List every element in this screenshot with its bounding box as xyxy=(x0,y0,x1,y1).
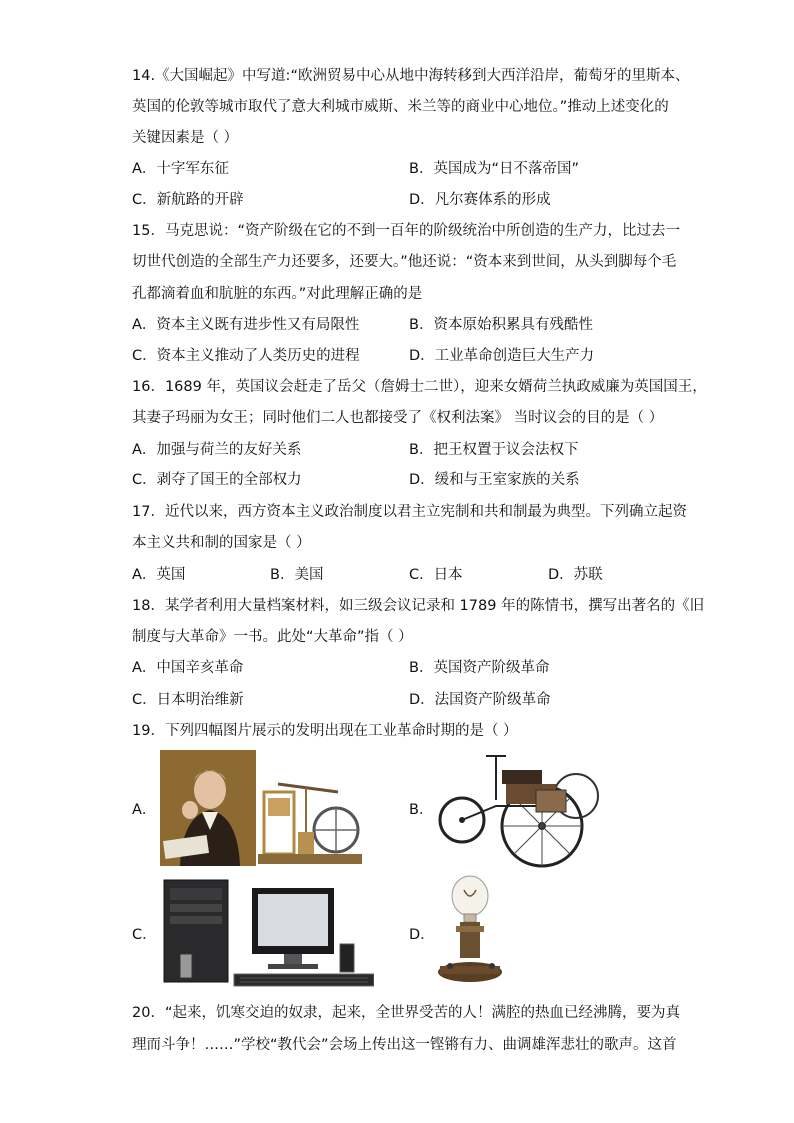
light-bulb-image xyxy=(436,874,516,990)
q15-line-1: 15．马克思说：“资产阶级在它的不到一百年的阶级统治中所创造的生产力，比过去一 xyxy=(132,223,680,239)
q18-line-2: 制度与大革命》一书。此处“大革命”指（ ） xyxy=(132,629,413,645)
q16-line-2: 其妻子玛丽为女王；同时他们二人也都接受了《权利法案》 当时议会的目的是（ ） xyxy=(132,410,664,426)
q14-line-2: 英国的伦敦等城市取代了意大利城市威斯、米兰等的商业中心地位。”推动上述变化的 xyxy=(132,99,669,115)
q15-option-a[interactable]: A．资本主义既有进步性又有局限性 xyxy=(132,317,360,333)
q15-option-d[interactable]: D．工业革命创造巨大生产力 xyxy=(409,348,595,364)
q19-label-c[interactable]: C． xyxy=(132,927,157,943)
q16-line-1: 16．1689 年，英国议会赶走了岳父（詹姆士二世），迎来女婿荷兰执政威廉为英国国王， xyxy=(132,379,707,395)
computer-image xyxy=(160,874,374,990)
q18-line-1: 18．某学者利用大量档案材料，如三级会议记录和 1789 年的陈情书，撰写出著名的《旧 xyxy=(132,598,705,614)
q18-option-c[interactable]: C．日本明治维新 xyxy=(132,692,244,708)
q19-label-b[interactable]: B． xyxy=(409,802,434,818)
q18-option-d[interactable]: D．法国资产阶级革命 xyxy=(409,692,551,708)
q17-option-a[interactable]: A．英国 xyxy=(132,567,186,583)
q14-option-b[interactable]: B．英国成为“日不落帝国” xyxy=(409,161,579,177)
q20-line-2: 理而斗争！……”学校“教代会”会场上传出这一铿锵有力、曲调雄浑悲壮的歌声。这首 xyxy=(132,1037,677,1053)
q17-option-d[interactable]: D．苏联 xyxy=(548,567,603,583)
q14-option-c[interactable]: C．新航路的开辟 xyxy=(132,192,244,208)
steam-engine-image xyxy=(258,782,362,868)
portrait-image xyxy=(160,750,256,866)
q15-option-c[interactable]: C．资本主义推动了人类历史的进程 xyxy=(132,348,360,364)
q16-option-a[interactable]: A．加强与荷兰的友好关系 xyxy=(132,442,302,458)
q14-option-a[interactable]: A．十字军东征 xyxy=(132,161,229,177)
q14-line-1: 14.《大国崛起》中写道:“欧洲贸易中心从地中海转移到大西洋沿岸，葡萄牙的里斯本、 xyxy=(132,68,690,84)
q17-option-b[interactable]: B．美国 xyxy=(270,567,324,583)
q17-line-1: 17．近代以来，西方资本主义政治制度以君主立宪制和共和制最为典型。下列确立起资 xyxy=(132,504,687,520)
q16-option-b[interactable]: B．把王权置于议会法权下 xyxy=(409,442,579,458)
q19-line-1: 19．下列四幅图片展示的发明出现在工业革命时期的是（ ） xyxy=(132,723,518,739)
q19-label-d[interactable]: D． xyxy=(409,927,435,943)
q14-line-3: 关键因素是（ ） xyxy=(132,130,239,146)
q20-line-1: 20．“起来，饥寒交迫的奴隶，起来，全世界受苦的人！满腔的热血已经沸腾，要为真 xyxy=(132,1005,680,1021)
q17-option-c[interactable]: C．日本 xyxy=(409,567,463,583)
q15-line-3: 孔都滴着血和肮脏的东西。”对此理解正确的是 xyxy=(132,286,423,302)
motor-car-image xyxy=(436,750,604,868)
q16-option-d[interactable]: D．缓和与王室家族的关系 xyxy=(409,472,580,488)
q15-line-2: 切世代创造的全部生产力还要多，还要大。”他还说：“资本来到世间，从头到脚每个毛 xyxy=(132,254,677,270)
q16-option-c[interactable]: C．剥夺了国王的全部权力 xyxy=(132,472,302,488)
q17-line-2: 本主义共和制的国家是（ ） xyxy=(132,535,311,551)
q18-option-b[interactable]: B．英国资产阶级革命 xyxy=(409,660,550,676)
q18-option-a[interactable]: A．中国辛亥革命 xyxy=(132,660,244,676)
q14-option-d[interactable]: D．凡尔赛体系的形成 xyxy=(409,192,551,208)
q15-option-b[interactable]: B．资本原始积累具有残酷性 xyxy=(409,317,593,333)
q19-label-a[interactable]: A． xyxy=(132,802,157,818)
